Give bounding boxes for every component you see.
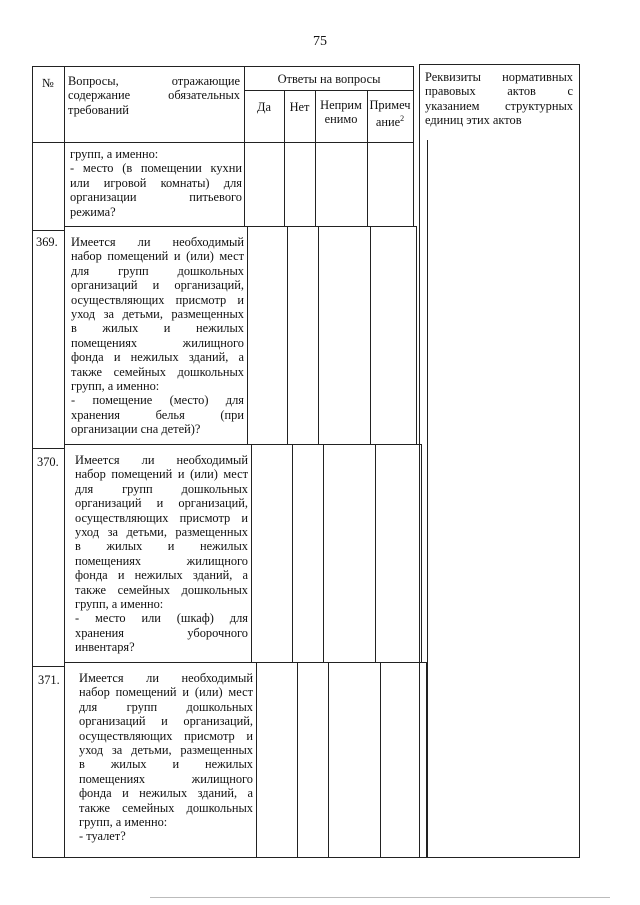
header-note-superscript: 2	[400, 114, 405, 123]
column-divider-no	[328, 662, 329, 858]
question-line: Имеется ли необходимый	[75, 453, 248, 467]
row-divider	[64, 226, 416, 227]
question-line: организации сна детей)?	[71, 422, 201, 437]
page-bottom-edge	[150, 897, 610, 898]
header-requisites-line: указанием структурных	[425, 98, 573, 113]
table-border-bottom	[32, 857, 427, 858]
column-divider-yes	[297, 662, 298, 858]
header-questions	[68, 74, 240, 117]
header-no: Нет	[289, 100, 310, 114]
header-questions-line: Вопросы, отражающие	[68, 74, 240, 88]
column-divider-no	[318, 226, 319, 444]
question-line: помещениях жилищного	[75, 553, 248, 568]
question-line: или игровой комнаты) для	[70, 175, 242, 190]
question-line: фонда и нежилых зданий, а	[75, 568, 248, 583]
column-divider-na	[375, 444, 376, 662]
row-number: 369.	[36, 235, 58, 249]
question-line: фонда и нежилых зданий, а	[79, 786, 253, 801]
header-note-text: ание	[375, 115, 401, 130]
row-divider	[32, 448, 65, 449]
header-note-line	[367, 112, 413, 129]
question-line: Имеется ли необходимый	[71, 235, 244, 249]
column-divider-no	[323, 444, 324, 662]
question-text	[79, 671, 253, 844]
row-divider	[32, 230, 65, 231]
page-number: 75	[313, 34, 327, 49]
question-line: набор помещений и (или) мест	[71, 249, 244, 264]
header-requisites-line: правовых актов с	[425, 84, 573, 99]
question-line: также семейных дошкольных	[79, 800, 253, 815]
requisites-border-right	[579, 64, 580, 858]
question-line: набор помещений и (или) мест	[79, 685, 253, 700]
table-border-right	[416, 226, 417, 444]
question-line: организаций и организаций,	[75, 496, 248, 511]
question-line: набор помещений и (или) мест	[75, 467, 248, 482]
question-line: для групп дошкольных	[79, 699, 253, 714]
question-line: организаций и организаций,	[71, 278, 244, 293]
question-line: также семейных дошкольных	[75, 582, 248, 597]
column-divider-questions	[247, 226, 248, 444]
header-questions-line: требований	[68, 102, 129, 117]
requisites-border-top	[419, 64, 580, 65]
column-divider-na	[380, 662, 381, 858]
question-line: в жилых и нежилых	[75, 539, 248, 554]
header-answers-group: Ответы на вопросы	[277, 72, 381, 86]
question-line: организации питьевого	[70, 190, 242, 205]
header-num: №	[42, 76, 54, 90]
question-line: осуществляющих присмотр и	[71, 292, 244, 307]
question-text	[70, 147, 242, 219]
column-divider-num	[64, 66, 65, 858]
question-line: хранения белья (при	[71, 407, 244, 422]
row-number: 370.	[37, 455, 59, 469]
question-text	[71, 235, 244, 437]
question-line: режима?	[70, 204, 116, 219]
table-border-top	[32, 66, 414, 67]
column-divider-na	[370, 226, 371, 444]
question-line: - туалет?	[79, 829, 126, 844]
header-yes: Да	[257, 100, 271, 114]
column-divider-yes	[287, 226, 288, 444]
question-line: осуществляющих присмотр и	[79, 728, 253, 743]
header-not-applicable	[315, 98, 367, 126]
question-text	[75, 453, 248, 655]
row-divider	[32, 666, 65, 667]
question-line: в жилых и нежилых	[79, 757, 253, 772]
header-note-line: Примеч	[369, 98, 411, 112]
header-bottom-border	[32, 142, 414, 143]
question-line: - помещение (место) для	[71, 393, 244, 408]
question-line: в жилых и нежилых	[71, 321, 244, 336]
row-divider	[64, 444, 421, 445]
question-line: для групп дошкольных	[75, 481, 248, 496]
header-na-line: Неприм	[320, 98, 362, 112]
row-number: 371.	[38, 673, 60, 687]
question-line: помещениях жилищного	[79, 771, 253, 786]
table-border-left	[32, 66, 33, 858]
question-line: групп, а именно:	[79, 814, 168, 829]
question-line: для групп дошкольных	[71, 263, 244, 278]
question-line: хранения уборочного	[75, 625, 248, 640]
header-note	[367, 98, 413, 129]
column-divider-questions	[256, 662, 257, 858]
question-line: также семейных дошкольных	[71, 364, 244, 379]
question-line: - место (в помещении кухни	[70, 161, 242, 176]
requisites-border-left	[419, 64, 420, 858]
answers-header-divider	[244, 90, 414, 91]
table-border-right	[421, 444, 422, 662]
question-line: уход за детьми, размещенных	[79, 742, 253, 757]
question-line: организаций и организаций,	[79, 714, 253, 729]
header-requisites-line: единиц этих актов	[425, 113, 522, 128]
question-line: - место или (шкаф) для	[75, 611, 248, 626]
question-line: групп, а именно:	[70, 147, 159, 161]
question-line: осуществляющих присмотр и	[75, 510, 248, 525]
question-line: фонда и нежилых зданий, а	[71, 350, 244, 365]
question-line: уход за детьми, размещенных	[75, 524, 248, 539]
question-line: Имеется ли необходимый	[79, 671, 253, 685]
question-line: инвентаря?	[75, 640, 135, 655]
question-line: групп, а именно:	[71, 378, 160, 393]
row-divider	[64, 662, 426, 663]
question-line: уход за детьми, размещенных	[71, 306, 244, 321]
question-line: помещениях жилищного	[71, 335, 244, 350]
header-requisites	[425, 70, 573, 128]
header-questions-line: содержание обязательных	[68, 88, 240, 103]
requisites-inner-line	[427, 140, 428, 858]
header-na-line: енимо	[324, 112, 358, 126]
column-divider-yes	[292, 444, 293, 662]
header-requisites-line: Реквизиты нормативных	[425, 70, 573, 84]
question-line: групп, а именно:	[75, 596, 164, 611]
column-divider-questions	[251, 444, 252, 662]
requisites-border-bottom	[419, 857, 580, 858]
